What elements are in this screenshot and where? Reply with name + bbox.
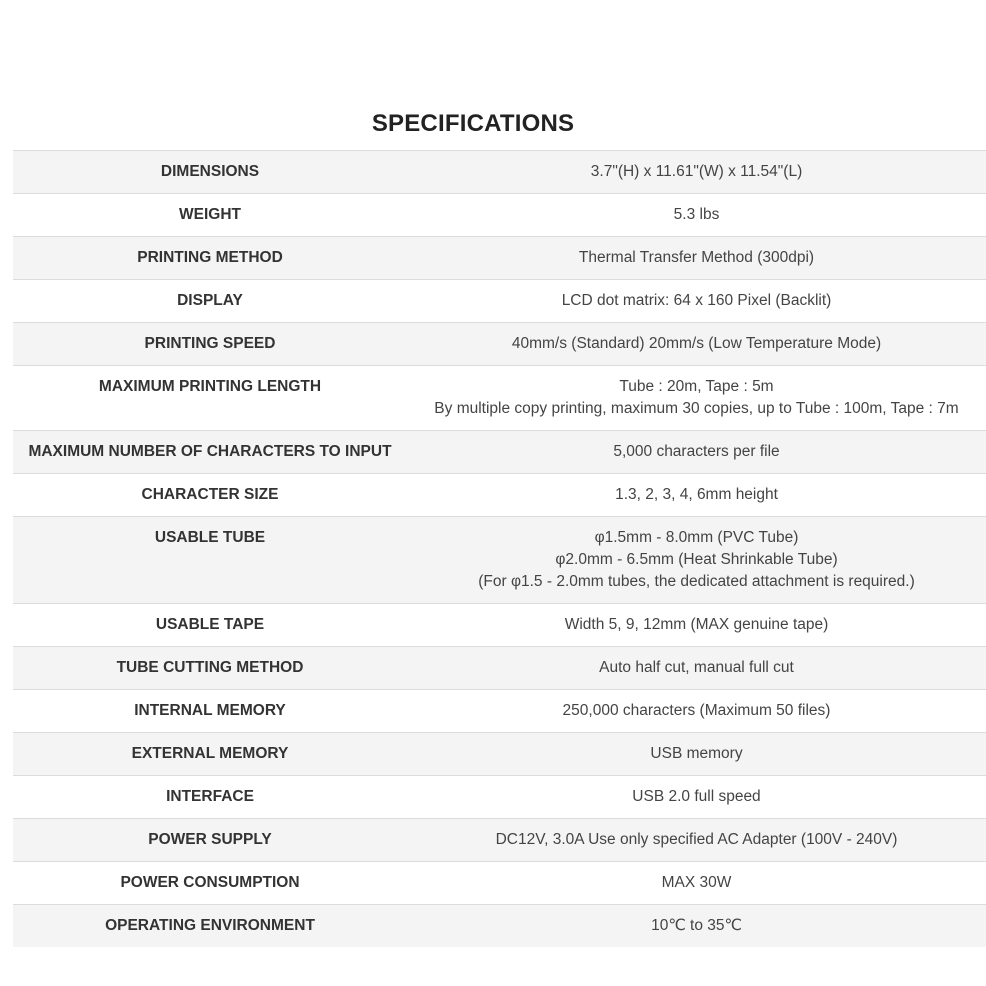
spec-value-line: Width 5, 9, 12mm (MAX genuine tape) bbox=[564, 616, 829, 633]
spec-row bbox=[13, 474, 986, 517]
spec-value bbox=[407, 431, 986, 474]
spec-row bbox=[13, 431, 986, 474]
spec-label: EXTERNAL MEMORY bbox=[131, 745, 289, 762]
spec-value-line: 1.3, 2, 3, 4, 6mm height bbox=[615, 486, 778, 503]
spec-label: DIMENSIONS bbox=[160, 163, 260, 180]
spec-value bbox=[407, 647, 986, 690]
spec-value bbox=[407, 819, 986, 862]
spec-row bbox=[13, 194, 986, 237]
spec-value-line: 5.3 lbs bbox=[673, 206, 720, 223]
spec-row bbox=[13, 647, 986, 690]
spec-label: POWER CONSUMPTION bbox=[120, 874, 300, 891]
spec-value-line: MAX 30W bbox=[661, 874, 732, 891]
spec-label: USABLE TAPE bbox=[155, 616, 265, 633]
spec-label: DISPLAY bbox=[177, 292, 243, 309]
spec-label: INTERNAL MEMORY bbox=[134, 702, 286, 719]
spec-row bbox=[13, 366, 986, 431]
spec-value-line: Thermal Transfer Method (300dpi) bbox=[578, 249, 815, 266]
spec-label: TUBE CUTTING METHOD bbox=[116, 659, 304, 676]
spec-value-line: 250,000 characters (Maximum 50 files) bbox=[562, 702, 831, 719]
spec-row bbox=[13, 733, 986, 776]
spec-label: MAXIMUM PRINTING LENGTH bbox=[98, 378, 322, 395]
spec-label: INTERFACE bbox=[166, 788, 254, 805]
spec-value-line: φ1.5mm - 8.0mm (PVC Tube) bbox=[594, 529, 799, 546]
spec-row bbox=[13, 237, 986, 280]
spec-value-line: φ2.0mm - 6.5mm (Heat Shrinkable Tube) bbox=[555, 551, 838, 568]
spec-value-line: (For φ1.5 - 2.0mm tubes, the dedicated attachment is required.) bbox=[478, 573, 915, 590]
spec-value bbox=[407, 280, 986, 323]
spec-label: USABLE TUBE bbox=[154, 529, 266, 546]
spec-value-line: 3.7"(H) x 11.61"(W) x 11.54"(L) bbox=[590, 163, 803, 180]
spec-row bbox=[13, 819, 986, 862]
spec-value bbox=[407, 474, 986, 517]
spec-label: CHARACTER SIZE bbox=[141, 486, 279, 503]
spec-value bbox=[407, 366, 986, 431]
spec-value bbox=[407, 604, 986, 647]
spec-label: POWER SUPPLY bbox=[148, 831, 272, 848]
spec-row bbox=[13, 776, 986, 819]
spec-value bbox=[407, 194, 986, 237]
spec-value bbox=[407, 151, 986, 194]
spec-value-line: 10℃ to 35℃ bbox=[651, 917, 742, 934]
spec-row bbox=[13, 151, 986, 194]
spec-value bbox=[407, 862, 986, 905]
spec-row bbox=[13, 690, 986, 733]
spec-label: OPERATING ENVIRONMENT bbox=[105, 917, 315, 934]
spec-value-line: USB memory bbox=[650, 745, 743, 762]
specifications-table-body bbox=[13, 151, 986, 948]
spec-value bbox=[407, 237, 986, 280]
spec-label: PRINTING METHOD bbox=[137, 249, 283, 266]
spec-value bbox=[407, 733, 986, 776]
spec-row bbox=[13, 517, 986, 604]
spec-row bbox=[13, 323, 986, 366]
spec-value bbox=[407, 905, 986, 948]
spec-value bbox=[407, 690, 986, 733]
page-title: SPECIFICATIONS bbox=[371, 110, 575, 137]
spec-value bbox=[407, 517, 986, 604]
spec-row bbox=[13, 604, 986, 647]
spec-value-line: 5,000 characters per file bbox=[613, 443, 780, 460]
spec-row bbox=[13, 280, 986, 323]
spec-row bbox=[13, 905, 986, 948]
spec-value bbox=[407, 323, 986, 366]
spec-value-line: USB 2.0 full speed bbox=[632, 788, 761, 805]
spec-value-line: 40mm/s (Standard) 20mm/s (Low Temperature Mode) bbox=[511, 335, 882, 352]
spec-value-line: Tube : 20m, Tape : 5m bbox=[619, 378, 774, 395]
spec-label: PRINTING SPEED bbox=[144, 335, 276, 352]
spec-value-line: By multiple copy printing, maximum 30 copies, up to Tube : 100m, Tape : 7m bbox=[434, 400, 959, 417]
spec-row bbox=[13, 862, 986, 905]
spec-label: MAXIMUM NUMBER OF CHARACTERS TO INPUT bbox=[28, 443, 392, 460]
spec-value-line: LCD dot matrix: 64 x 160 Pixel (Backlit) bbox=[561, 292, 832, 309]
spec-value-line: Auto half cut, manual full cut bbox=[599, 659, 794, 676]
spec-value bbox=[407, 776, 986, 819]
spec-value-line: DC12V, 3.0A Use only specified AC Adapter (100V - 240V) bbox=[495, 831, 898, 848]
specifications-table bbox=[13, 150, 986, 947]
spec-label: WEIGHT bbox=[179, 206, 241, 223]
